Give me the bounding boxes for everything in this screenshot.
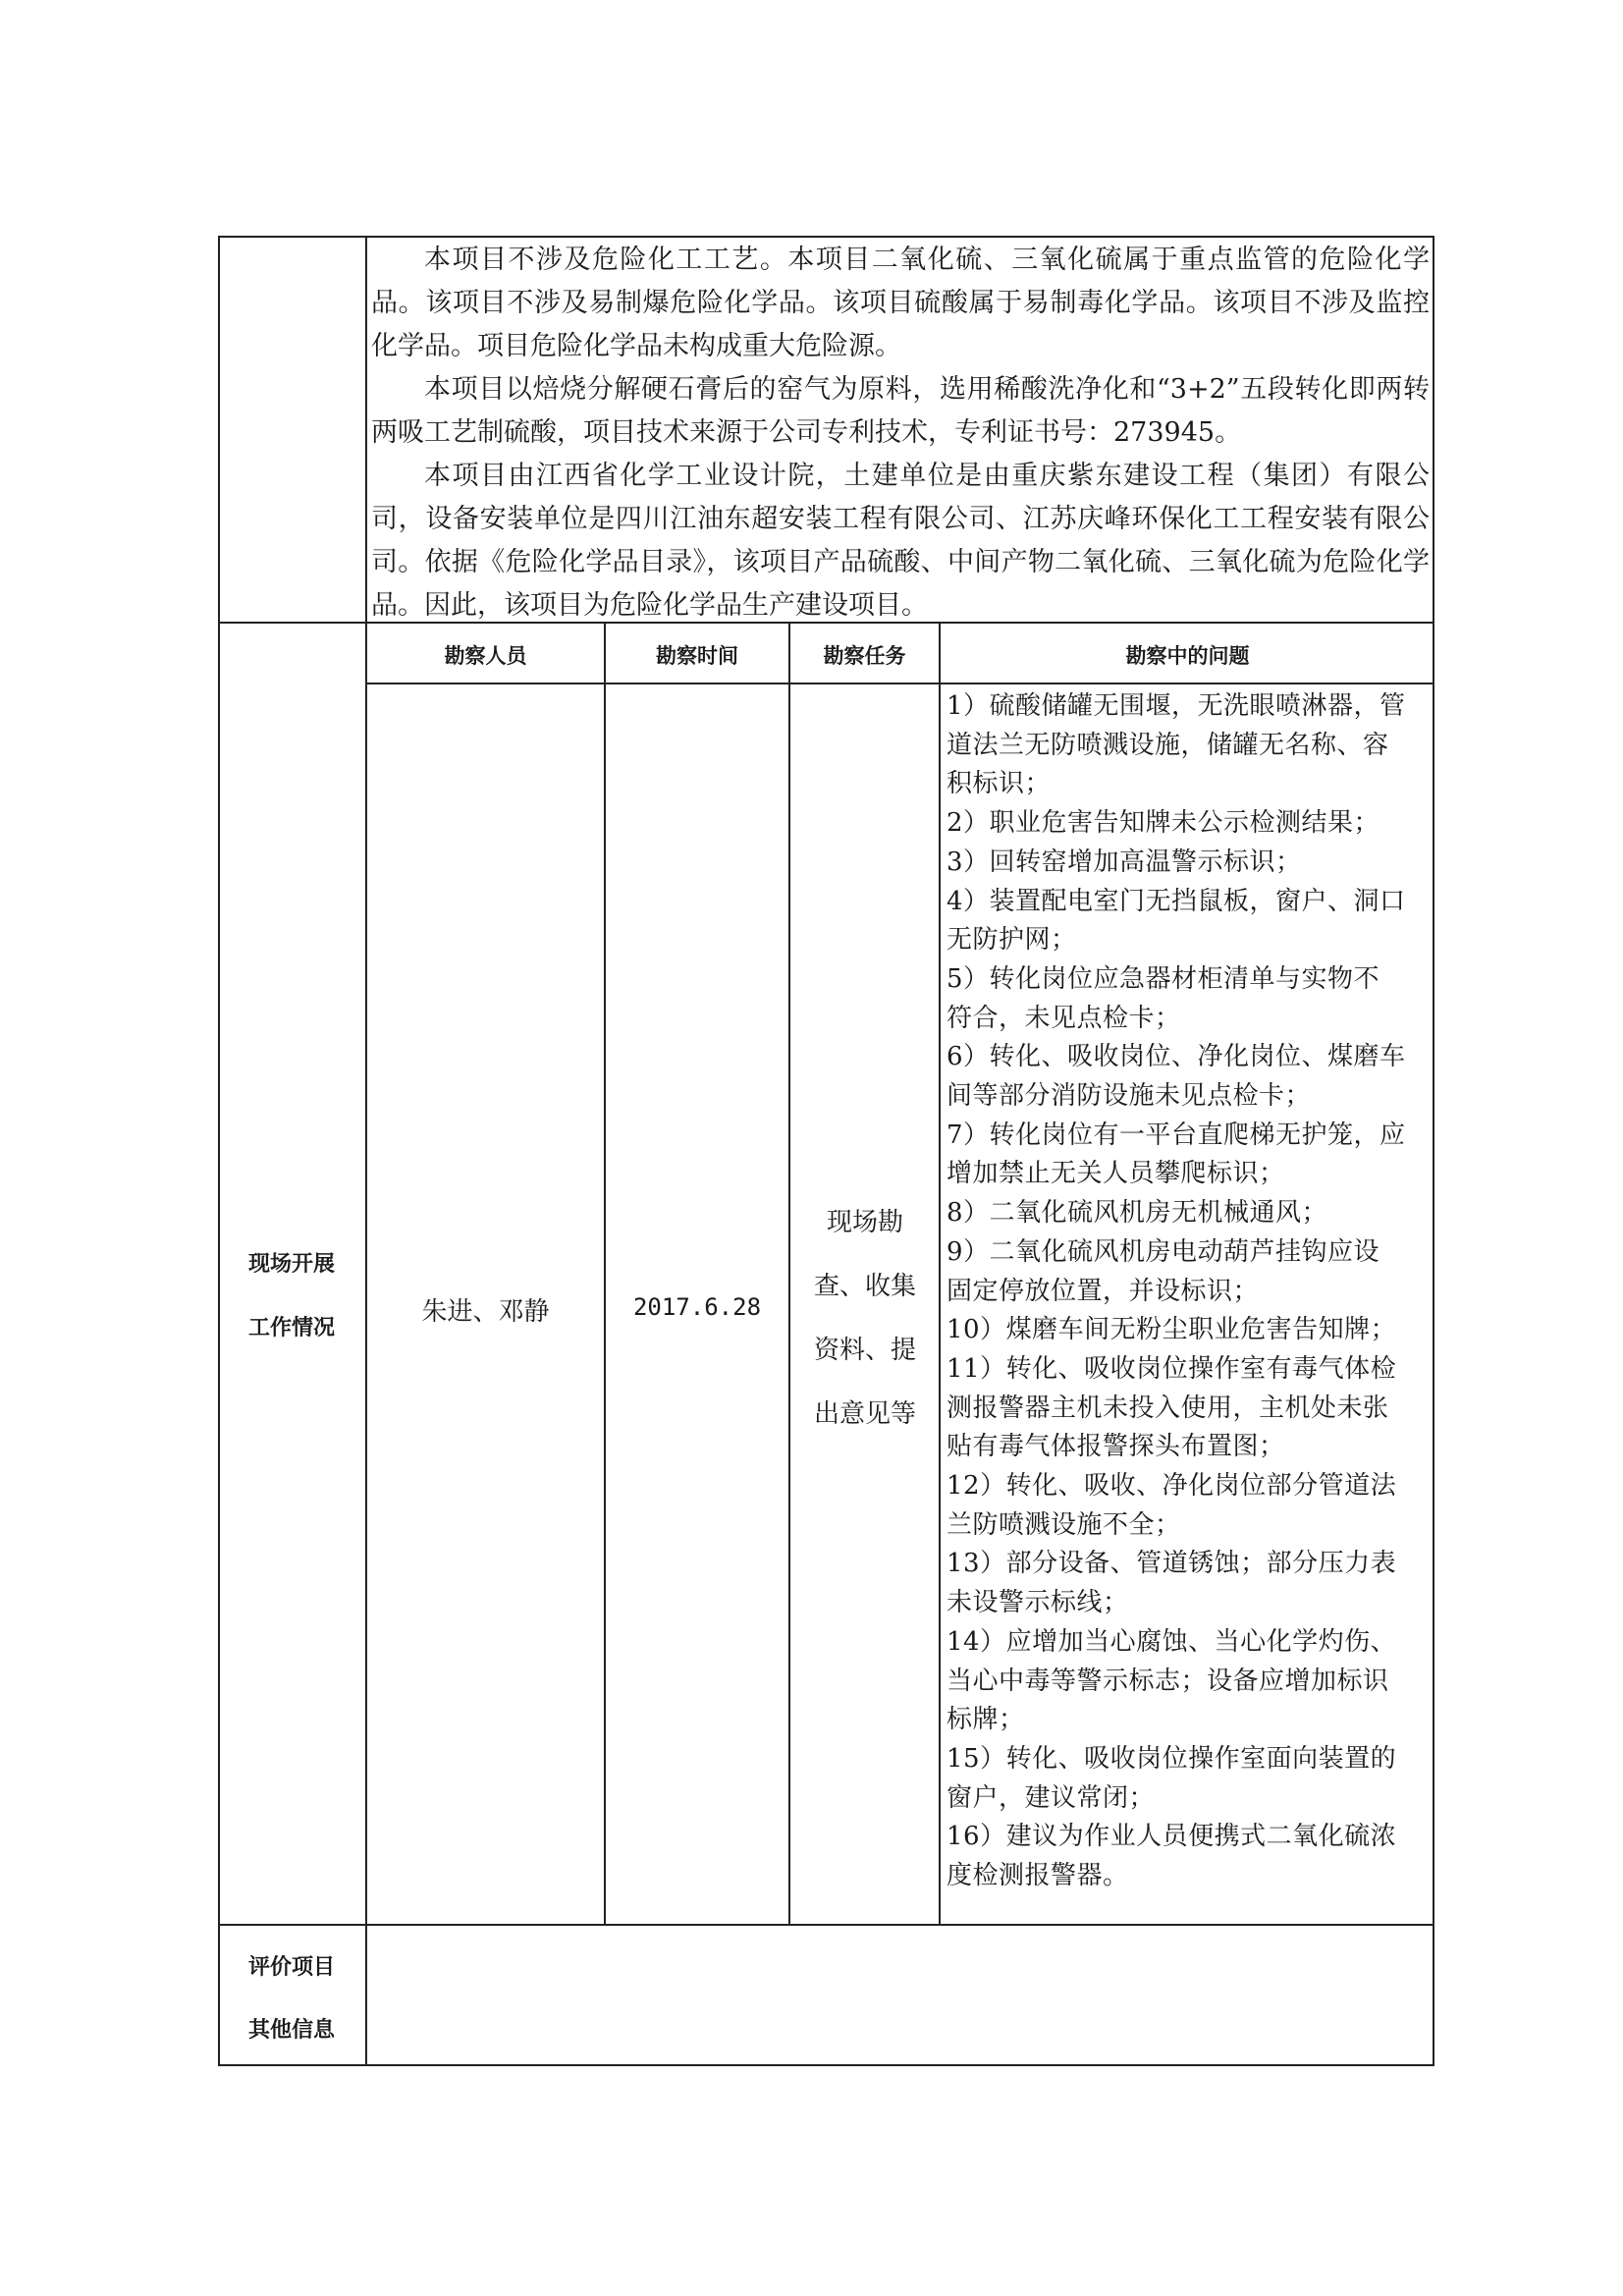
header-date: 勘察时间: [656, 644, 738, 668]
problem-line: 测报警器主机未投入使用，主机处未张: [947, 1393, 1389, 1423]
problem-line: 窗户，建议常闭；: [947, 1782, 1156, 1813]
header-task: 勘察任务: [823, 644, 906, 668]
project-description: [371, 239, 1430, 628]
problem-line: 9）二氧化硫风机房电动葫芦挂钩应设: [947, 1236, 1380, 1267]
problem-line: 固定停放位置，并设标识；: [947, 1276, 1260, 1306]
problem-line: 增加禁止无关人员攀爬标识；: [947, 1159, 1285, 1189]
problem-line: 10）煤磨车间无粉尘职业危害告知牌；: [947, 1315, 1397, 1345]
task-line: 查、收集: [813, 1272, 916, 1301]
problem-line: 5）转化岗位应急器材柜清单与实物不: [947, 963, 1380, 994]
problem-line: 未设警示标线；: [947, 1588, 1129, 1618]
label-line: 其他信息: [247, 2018, 335, 2043]
label-line: 现场开展: [247, 1252, 335, 1277]
problem-line: 15）转化、吸收岗位操作室面向装置的: [947, 1743, 1397, 1774]
problem-line: 16）建议为作业人员便携式二氧化硫浓: [947, 1822, 1397, 1852]
problem-line: 间等部分消防设施未见点检卡；: [947, 1081, 1312, 1112]
label-line: 工作情况: [247, 1316, 335, 1340]
header-problems: 勘察中的问题: [1125, 644, 1250, 668]
problem-line: 1）硫酸储罐无围堰，无洗眼喷淋器，管: [947, 691, 1406, 721]
column-divider: [365, 236, 367, 2066]
column-divider: [788, 622, 790, 1925]
problem-line: 贴有毒气体报警探头布置图；: [947, 1432, 1285, 1462]
survey-personnel: 朱进、邓静: [421, 1297, 550, 1327]
column-divider: [939, 622, 941, 1925]
header-personnel: 勘察人员: [444, 644, 527, 668]
problem-line: 符合，未见点检卡；: [947, 1003, 1181, 1033]
paragraph-contractors: 本项目由江西省化学工业设计院，土建单位是由重庆紫东建设工程（集团）有限公司，设备安装单位是四川江油东超安装工程有限公司、江苏庆峰环保化工工程安装有限公司。依据《危险化学品目录》，该项目产品硫酸、中间产物二氧化硫、三氧化硫为危险化学品。因此，该项目为危险化学品生产建设项目。: [371, 461, 1430, 621]
problem-line: 度检测报警器。: [947, 1861, 1129, 1891]
problem-line: 8）二氧化硫风机房无机械通风；: [947, 1198, 1328, 1229]
task-line: 出意见等: [813, 1399, 916, 1429]
survey-problems-list: [947, 687, 1432, 1896]
survey-task: [791, 1191, 939, 1447]
problem-line: 2）职业危害告知牌未公示检测结果；: [947, 808, 1380, 839]
problem-line: 积标识；: [947, 769, 1052, 799]
label-line: 评价项目: [247, 1955, 335, 1980]
task-line: 现场勘: [826, 1208, 903, 1237]
row-divider: [218, 1924, 1434, 1926]
problem-line: 3）回转窑增加高温警示标识；: [947, 847, 1302, 877]
column-divider: [604, 622, 606, 1925]
problem-line: 4）装置配电室门无挡鼠板，窗户、洞口: [947, 886, 1406, 916]
problem-line: 兰防喷溅设施不全；: [947, 1509, 1181, 1540]
problem-line: 12）转化、吸收、净化岗位部分管道法: [947, 1471, 1397, 1502]
problem-line: 当心中毒等警示标志；设备应增加标识: [947, 1666, 1389, 1696]
paragraph-hazard-classification: 本项目不涉及危险化工工艺。本项目二氧化硫、三氧化硫属于重点监管的危险化学品。该项目不涉及易制爆危险化学品。该项目硫酸属于易制毒化学品。该项目不涉及监控化学品。项目危险化学品未构成重大危险源。: [371, 245, 1430, 361]
paragraph-process: 本项目以焙烧分解硬石膏后的窑气为原料，选用稀酸洗净化和“3+2”五段转化即两转两吸工艺制硫酸，项目技术来源于公司专利技术，专利证书号：273945。: [371, 374, 1430, 448]
problem-line: 无防护网；: [947, 925, 1077, 956]
problem-line: 标牌；: [947, 1705, 1025, 1735]
survey-date: 2017.6.28: [632, 1293, 762, 1321]
problem-line: 14）应增加当心腐蚀、当心化学灼伤、: [947, 1626, 1397, 1657]
problem-line: 11）转化、吸收岗位操作室有毒气体检: [947, 1353, 1397, 1384]
problem-line: 13）部分设备、管道锈蚀；部分压力表: [947, 1549, 1397, 1579]
problem-line: 7）转化岗位有一平台直爬梯无护笼，应: [947, 1120, 1406, 1150]
survey-row-label: [218, 1232, 365, 1360]
other-info-label: [218, 1937, 365, 2062]
problem-line: 道法兰无防喷溅设施，储罐无名称、容: [947, 730, 1389, 760]
task-line: 资料、提: [813, 1336, 916, 1365]
problem-line: 6）转化、吸收岗位、净化岗位、煤磨车: [947, 1042, 1406, 1072]
